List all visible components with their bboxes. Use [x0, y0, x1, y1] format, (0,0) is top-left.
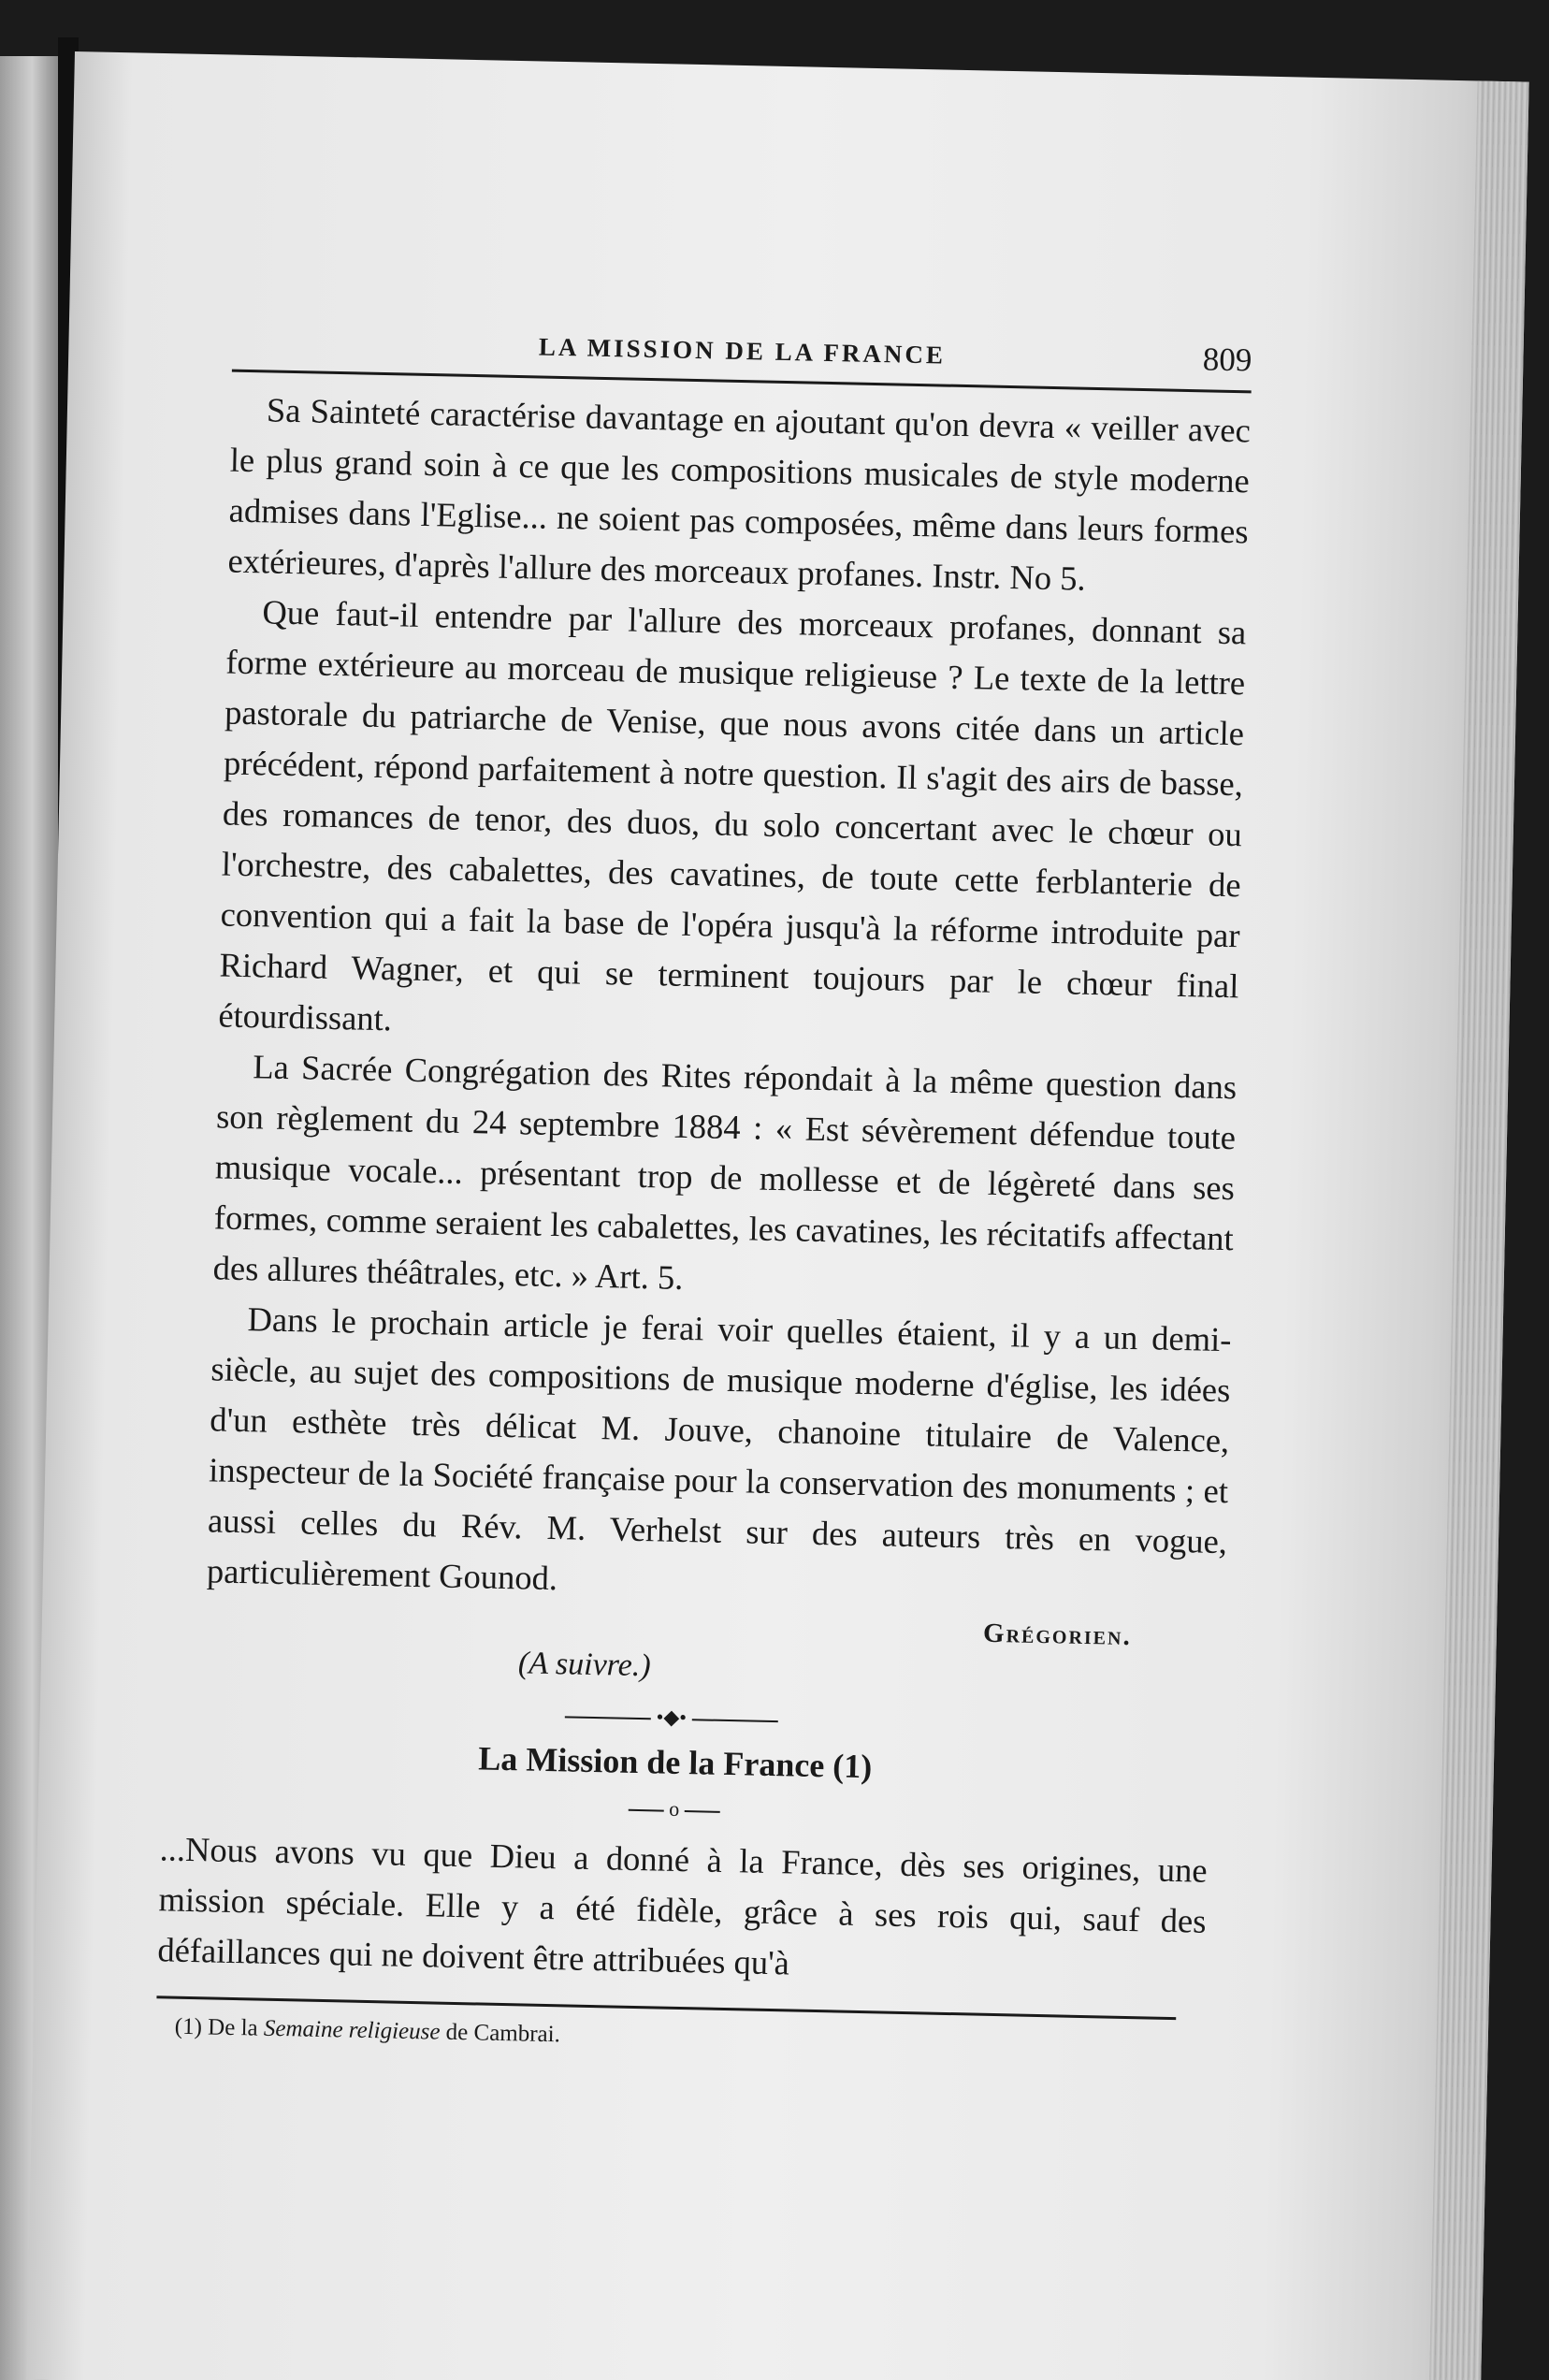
section-body: [157, 1823, 1208, 1996]
signature-block: [205, 1602, 1226, 1702]
footnote: [175, 2014, 1217, 2062]
page-stack-edge: [1429, 80, 1529, 2380]
footnote-publication: Semaine religieuse: [263, 2015, 441, 2045]
running-title: LA MISSION DE LA FRANCE: [538, 332, 947, 370]
divider-line: [565, 1716, 651, 1720]
page-content: [157, 327, 1252, 2062]
divider-mark: o: [669, 1796, 680, 1821]
paragraph: Dans le prochain article je ferai voir quelles étaient, il y a un demi-siècle, au sujet des compositions de musique moderne d'église, les idées d'un esthète très délicat M. Jouve, chanoine titulaire de Valence, inspecteur de la Société française pour la conservation des monuments ; et aussi celles du Rév. M. Verhelst sur des auteurs très en vogue, particulièrement Gounod.: [206, 1299, 1232, 1598]
divider-line: [685, 1810, 720, 1813]
footnote-suffix: de Cambrai.: [445, 2019, 561, 2048]
page-number: 809: [1202, 341, 1252, 379]
paragraph: ...Nous avons vu que Dieu a donné à la France, dès ses origines, une mission spéciale. Elle y a été fidèle, grâce à ses rois qui, sauf des défaillances qui ne doivent être attribuées qu'à: [157, 1829, 1208, 1982]
section-title: La Mission de la France (1): [477, 1739, 873, 1786]
paragraph: La Sacrée Congrégation des Rites répondait à la même question dans son règlement du 24 septembre 1884 : « Est sévèrement défendue toute musique vocale... présentant trop de mollesse et de légèreté dans ses formes, comme seraient les cabalettes, les cavatines, les récitatifs affectant des allures théâtrales, etc. » Art. 5.: [212, 1047, 1238, 1297]
article-body: [206, 385, 1251, 1618]
author-signature: Grégorien.: [982, 1618, 1133, 1652]
divider-line: [629, 1809, 664, 1812]
divider-line: [691, 1719, 777, 1722]
footnote-prefix: De la: [207, 2014, 258, 2041]
paragraph: Que faut-il entendre par l'allure des morceaux profanes, donnant sa forme extérieure au morceau de musique religieuse ? Le texte de la lettre pastorale du patriarche de Venise, que nous avons citée dans un article précédent, répond parfaitement à notre question. Il s'agit des airs de basse, des romances de tenor, des duos, du solo concertant avec le chœur ou l'orchestre, des cabalettes, des cavatines, de toute cette ferblanterie de convention qui a fait la base de l'opéra jusqu'à la réforme introduite par Richard Wagner, et qui se terminent toujours par le chœur final étourdissant.: [218, 592, 1247, 1038]
paragraph: Sa Sainteté caractérise davantage en ajoutant qu'on devra « veiller avec le plus grand soin à ce que les compositions musicales de style moderne admises dans l'Eglise... ne soient pas composées, même dans leurs formes extérieures, d'après l'allure des morceaux profanes. Instr. No 5.: [227, 390, 1252, 598]
to-be-continued: (A suivre.): [517, 1646, 652, 1684]
footnote-marker: (1): [174, 2013, 203, 2040]
book-page: [26, 51, 1529, 2380]
fleuron-icon: •◆•: [656, 1705, 688, 1730]
